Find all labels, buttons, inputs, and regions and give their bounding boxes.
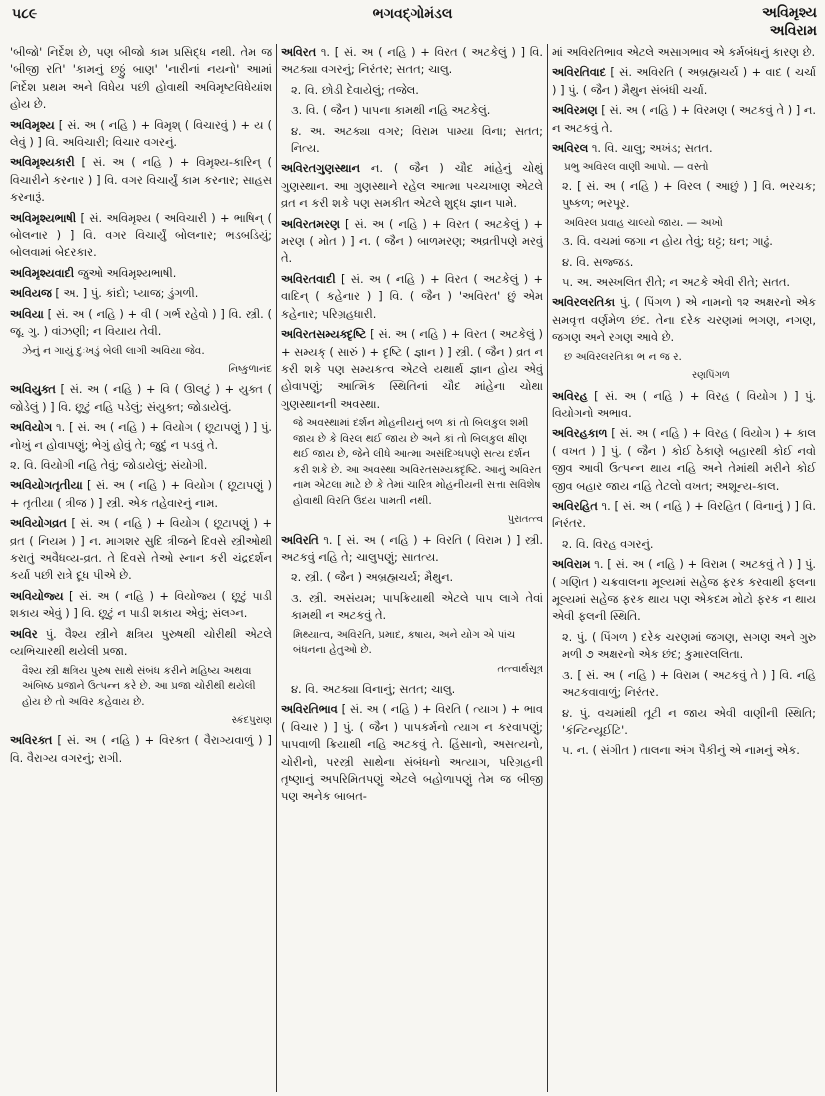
- entry-sense: [281, 123, 543, 158]
- entry-sense: [10, 457, 272, 474]
- quotation: [10, 664, 272, 711]
- page-number: ૫૮૯: [12, 6, 38, 22]
- dictionary-entry: [552, 388, 816, 423]
- dictionary-entry: [10, 626, 272, 661]
- entry-text: જુઓ અવિમૃશ્યભાષી.: [77, 265, 177, 280]
- headword: અવિમૃશ્યવાદી: [10, 265, 75, 280]
- dictionary-entry: [552, 140, 816, 157]
- entry-sense: [552, 233, 816, 250]
- entry-text: પું. વૈશ્ય સ્ત્રીને ક્ષત્રિય પુરુષથી ચોરીથી એટલે વ્યભિચારથી થયેલી પ્રજા.: [10, 626, 272, 659]
- entry-text: ૧. [ સં. અ ( નહિ ) + વિરત ( અટકેલું ) ] વિ. અટક્યા વગરનું; નિરંતર; સતત; ચાલુ.: [281, 45, 543, 77]
- citation-source: [10, 361, 272, 378]
- entry-text: [ સં. અ ( નહિ ) + વિયોગ ( છૂટાપણું ) + તૃતીયા ( ત્રીજ ) ] સ્ત્રી. એક તહેવારનું નામ.: [10, 478, 272, 510]
- headword: અવિરહિત: [552, 499, 598, 514]
- headword: અવિરહકાળ: [552, 426, 608, 441]
- entry-text: [ સં. અ ( નહિ ) + વિરત ( અટકેલું ) + મરણ ( મોત ) ] ન. ( જૈન ) બાળમરણ; અવ્રતીપણે મરવું તે.: [281, 216, 543, 266]
- entry-sense: [281, 102, 543, 119]
- entry-text: નિષ્કુળાનંદ: [228, 364, 272, 375]
- entry-text: ૧. વિ. ચાલુ; અખંડ; સતત.: [591, 141, 713, 156]
- entry-text: ૩. વિ. વચમાં જગા ન હોય તેવું; ઘટ્ટ; ઘન; ગાઢું.: [562, 234, 773, 249]
- entry-text: ૪. વિ. અટક્યા વિનાનું; સતત; ચાલુ.: [291, 681, 456, 696]
- entry-text: માં અવિરતિભાવ એટલે અસાગભાવ એ કર્મબંધનું કારણ છે.: [552, 45, 816, 59]
- dictionary-entry: [281, 326, 543, 413]
- entry-text: છ અવિરલરતિકા ભ ન જ ર.: [564, 350, 682, 363]
- entry-sense: [552, 536, 816, 553]
- headword: અવિયોગતૃતીયા: [10, 478, 83, 493]
- entry-text: સ્કંદપુરાણ: [231, 715, 272, 726]
- entry-text: ૩. વિ. ( જૈન ) પાપના કામથી નહિ અટકેલું.: [291, 103, 491, 118]
- dictionary-entry: [552, 498, 816, 533]
- headword: અવિયા: [10, 306, 44, 321]
- quotation: [552, 350, 816, 366]
- headword: અવિરક્ત: [10, 733, 53, 748]
- headword: અવિર: [10, 626, 38, 641]
- headword: અવિરતગુણસ્થાન: [281, 161, 361, 176]
- dictionary-entry: [281, 271, 543, 323]
- running-title: ભગવદ્ગોમંડલ: [372, 6, 453, 22]
- citation-source: [10, 712, 272, 729]
- dictionary-column-1: [10, 44, 272, 1092]
- entry-text: ઝેનું ન ગાયું દુઃખડું બેલી લાગી અવિયા જેવ.: [22, 344, 205, 357]
- entry-sense: [281, 590, 543, 625]
- headword: અવિરમણ: [552, 103, 598, 118]
- dictionary-entry: [281, 216, 543, 268]
- headword: અવિરલરતિકા: [552, 295, 616, 310]
- dictionary-entry: [552, 556, 816, 626]
- entry-sense: [552, 742, 816, 759]
- headword: અવિયોજ્ય: [10, 588, 64, 603]
- entry-sense: [281, 569, 543, 586]
- citation-source: [281, 511, 543, 528]
- entry-text: ન. ( જૈન ) ચૌદ માંહેનું ચોથું ગુણસ્થાન. આ ગુણસ્થાને રહેલ આત્મા પચ્ચખાણ એટલે વ્રત ન કરી શકે પણ સમકીત એટલે શુદ્ધ જ્ઞાન પામે.: [281, 161, 543, 211]
- entry-text: ૩. સ્ત્રી. અસંયમ; પાપક્રિયાથી એટલે પાપ લાગે તેવાં કામથી ન અટકવું તે.: [291, 590, 543, 623]
- entry-text: ૨. સ્ત્રી. ( જૈન ) અબ્રહ્મચર્ય; મૈથુન.: [291, 570, 454, 585]
- entry-sense: [281, 681, 543, 698]
- entry-text: ૫. ન. ( સંગીત ) તાલના અંગ પૈકીનું એ નામનું એક.: [562, 743, 800, 758]
- entry-text: ૧. [ સં. અ ( નહિ ) + વિરામ ( અટકવું તે ) ] પું. ( ગણિત ) ચક્રવાલના મૂલ્યમાં સહેજ ફરક કરવાથી ફલના મૂલ્યમાં સહેજ ફરક થાય પણ એકદમ મોટો ફરક ન થાય એવી ફલની સ્થિતિ.: [552, 557, 816, 624]
- guide-words: [762, 4, 817, 40]
- dictionary-column-3: [552, 44, 816, 1092]
- quotation: [552, 160, 816, 176]
- entry-sense: [552, 629, 816, 664]
- entry-text: ૧. [ સં. અ ( નહિ ) + વિયોગ ( છૂટાપણું ) ] પું. નોખું ન હોવાપણું; ભેગું હોવું તે; જુદું ન પડવું તે.: [10, 420, 272, 452]
- entry-sense: [552, 274, 816, 291]
- entry-text: ૨. [ સં. અ ( નહિ ) + વિરલ ( આછું ) ] વિ. ભરચક; પુષ્કળ; ભરપૂર.: [562, 178, 816, 211]
- dictionary-entry: [10, 477, 272, 512]
- entry-text: રણપિંગળ: [692, 370, 730, 382]
- headword: અવિરતસમ્યક્દૃષ્ટિ: [281, 327, 367, 342]
- headword: અવિયોગ: [10, 420, 53, 435]
- headword: અવિરતિવાદ: [552, 65, 606, 80]
- dictionary-entry: [10, 285, 272, 302]
- entry-text: ૪. અ. અટક્યા વગર; વિરામ પામ્યા વિના; સતત; નિત્ય.: [291, 123, 543, 156]
- dictionary-entry: [10, 265, 272, 282]
- entry-text: તત્ત્વાર્થસૂત્ર: [497, 663, 543, 675]
- quotation: [281, 628, 543, 659]
- dictionary-entry: [10, 588, 272, 623]
- headword: અવિમૃશ્યભાષી: [10, 210, 77, 225]
- entry-text: [ સં. અ ( નહિ ) + વિમૃશ્ ( વિચારવું ) + ય ( લેવું ) ] વિ. અવિચારી; વિચાર વગરનું.: [10, 117, 272, 150]
- entry-text: [ સં. અવિરતિ ( અબ્રહ્મચર્ય ) + વાદ ( ચર્ચા ) ] પું. ( જૈન ) મૈથુન સંબંધી ચર્ચા.: [552, 65, 816, 97]
- column-divider: [276, 44, 277, 1092]
- column-divider: [547, 44, 548, 1092]
- headword: અવિરતવાદી: [281, 271, 336, 286]
- dictionary-entry: [552, 102, 816, 137]
- dictionary-entry: [281, 532, 543, 567]
- entry-text: [ સં. અ ( નહિ ) + વિરક્ત ( વૈરાગ્યવાળું ) ] વિ. વૈરાગ્ય વગરનું; રાગી.: [10, 733, 272, 765]
- dictionary-entry: [10, 381, 272, 416]
- entry-text: અવિરલ પ્રવાહ ચાલ્યો જાય. — અખો: [564, 216, 723, 229]
- entry-sense: [10, 44, 272, 114]
- dictionary-entry: [281, 44, 543, 79]
- headword: અવિરહ: [552, 388, 588, 403]
- entry-text: મિથ્યાત્વ, અવિરતિ, પ્રમાદ, કષાય, અને યોગ એ પાંચ બંધનના હેતુઓ છે.: [293, 628, 516, 657]
- entry-text: પું. ( પિંગળ ) એ નામનો ૧૨ અક્ષરનો એક સમવૃત્ત વર્ણમેળ છંદ. તેના દરેક ચરણમાં ભગણ, નગણ, જગણ અને રગણ આવે છે.: [552, 295, 816, 345]
- dictionary-entry: [10, 154, 272, 206]
- entry-text: પ્રભુ અવિરલ વાણી આપો. — વસ્તો: [564, 161, 709, 174]
- entry-text: વૈશ્ય સ્ત્રી ક્ષત્રિય પુરુષ સાથે સંબંધ કરીને મહિષ્ય અથવા અંબિષ્ઠ પ્રજાને ઉત્પન્ન કરે છે. આ પ્રજા ચોરીથી થયેલી હોય છે તો અવિર કહેવાય છે.: [22, 664, 256, 708]
- entry-sense: [552, 178, 816, 213]
- entry-text: [ સં. અ ( નહિ ) + વિમૃશ્ય-કારિન્ ( વિચારીને કરનાર ) ] વિ. વગર વિચાર્યું કામ કરનાર; સાહસ કરનારૂં.: [10, 155, 272, 205]
- entry-text: જે અવસ્થામાં દર્શન મોહનીયનું બળ કાં તો બિલકુલ શમી જાય છે કે વિરલ થઈ જાય છે અને કાં તો બિલકુલ ક્ષીણ થઈ જાય છે, જેને લીધે આત્મા અસંદિગ્ધપણે સત્ય દર્શન કરી શકે છે. આ અવસ્થા અવિરતસમ્યક્દૃષ્ટિ. આનું અવિરત નામ એટલા માટે છે કે તેમાં ચારિત્ર મોહનીયની સત્તા સવિશેષ હોવાથી વિરતિ ઉદય પામતી નથી.: [293, 417, 542, 507]
- entry-sense: [552, 667, 816, 702]
- entry-text: [ સં. અ ( નહિ ) + વિરહ ( વિયોગ ) ] પું. વિયોગનો અભાવ.: [552, 388, 816, 420]
- entry-text: [ સં. અ ( નહિ ) + વિરતિ ( ત્યાગ ) + ભાવ ( વિચાર ) ] પું. ( જૈન ) પાપકર્મનો ત્યાગ ન કરવાપણું; પાપવાળી ક્રિયાથી નહિ અટકવું તે. હિંસાનો, અસત્યનો, ચોરીનો, પરસ્ત્રી સાથેના સંબંધનો અત્યાગ, પરિગ્રહની તૃષ્ણાનું અપરિમિતપણું એટલે બહોળાપણું તેમ જ બીજી પણ અનેક બાબત-: [281, 702, 543, 804]
- dictionary-entry: [10, 210, 272, 262]
- guide-word-last: અવિરામ: [769, 23, 817, 39]
- headword: અવિરતમરણ: [281, 216, 340, 231]
- headword: અવિમૃશ્ય: [10, 117, 55, 132]
- entry-text: [ સં. અ ( નહિ ) + વિરમણ ( અટકવું તે ) ] ન. ન અટકવું તે.: [552, 103, 816, 135]
- quotation: [10, 344, 272, 360]
- dictionary-entry: [281, 701, 543, 805]
- entry-text: પુરાતત્ત્વ: [507, 514, 543, 526]
- entry-sense: [552, 254, 816, 271]
- citation-source: [281, 661, 543, 678]
- quotation: [552, 216, 816, 232]
- entry-text: ૧. [ સં. અ ( નહિ ) + વિરતિ ( વિરામ ) ] સ્ત્રી. અટકવું નહિ તે; ચાલુપણું; સાતત્ય.: [281, 532, 543, 564]
- headword: અવિરતિભાવ: [281, 702, 338, 717]
- entry-text: [ સં. અ ( નહિ ) + વિરત ( અટકેલું ) + વાદિન્ ( કહેનાર ) ] વિ. ( જૈન ) 'અવિરત' છું એમ કહેનાર; પરિગ્રહધારી.: [281, 271, 543, 321]
- headword: અવિરતિ: [281, 532, 319, 547]
- entry-text: ૨. પું. ( પિંગળ ) દરેક ચરણમાં જગણ, સગણ અને ગુરુ મળી ૭ અક્ષરનો એક છંદ; કુમારલલિતા.: [562, 629, 816, 662]
- entry-text: [ સં. અ ( નહિ ) + વિ ( ઊલટું ) + યુક્ત ( જોડેલું ) ] વિ. છૂટું નહિ પડેલું; સંયુક્ત; જોડાયેલું.: [10, 382, 272, 414]
- dictionary-entry: [552, 294, 816, 346]
- headword: અવિમૃશ્યકારી: [10, 155, 75, 170]
- entry-text: ૧. [ સં. અ ( નહિ ) + વિરહિત ( વિનાનું ) ] વિ. નિરંતર.: [552, 499, 816, 531]
- entry-sense: [552, 705, 816, 740]
- dictionary-column-2: [281, 44, 543, 1092]
- entry-text: [ સં. અ ( નહિ ) + વિયોજ્ય ( છૂટું પાડી શકાય એવું ) ] વિ. છૂટું ન પાડી શકાય એવું; સંલગ્ન.: [10, 588, 272, 621]
- entry-text: [ અ. ] પું. કાંદો; પ્યાજ; ડુંગળી.: [55, 286, 199, 301]
- entry-text: ૪. પું. વચમાંથી તૂટી ન જાય એવી વાણીની સ્થિતિ; 'કંન્ટિન્યૂઈટિ'.: [562, 705, 816, 737]
- headword: અવિયુક્ત: [10, 382, 56, 397]
- entry-text: ૫. અ. અસ્ખલિત રીતે; ન અટકે એવી રીતે; સતત.: [562, 275, 791, 290]
- entry-text: [ સં. અ ( નહિ ) + વી ( ગર્ભ રહેવો ) ] વિ. સ્ત્રી. ( જૂ. ગુ. ) વાંઝણી; ન વિયાય તેવી.: [10, 306, 272, 339]
- entry-text: ૩. [ સં. અ ( નહિ ) + વિરામ ( અટકવું તે ) ] વિ. નહિ અટકવાવાળું; નિરંતર.: [562, 667, 816, 700]
- entry-text: ૨. વિ. છોડી દેવાયેલું; તજેલ.: [291, 82, 419, 97]
- page-header: [0, 0, 825, 46]
- dictionary-entry: [10, 306, 272, 341]
- entry-text: ૨. વિ. વિરહ વગરનું.: [562, 536, 654, 551]
- entry-sense: [281, 82, 543, 99]
- citation-source: [552, 367, 816, 384]
- headword: અવિરત: [281, 45, 317, 59]
- dictionary-entry: [552, 64, 816, 99]
- entry-text: ૪. વિ. સજ્જડ.: [562, 254, 634, 269]
- headword: અવિરામ: [552, 557, 591, 572]
- entry-text: ૨. વિ. વિયોગી નહિ તેવું; જોડાયેલું; સંયોગી.: [10, 458, 208, 473]
- entry-text: [ સં. અ ( નહિ ) + વિરત ( અટકેલું ) + સમ્યક્ ( સારું ) + દૃષ્ટિ ( જ્ઞાન ) ] સ્ત્રી. ( જૈન ) વ્રત ન કરી શકે પણ સમ્યકત્વ એટલે યથાર્થ જ્ઞાન હોય એવું હોવાપણું; આત્મિક સ્થિતિનાં ચૌદ માંહેના ચોથા ગુણસ્થાનની અવસ્થા.: [281, 327, 543, 411]
- entry-text: [ સં. અ ( નહિ ) + વિયોગ ( છૂટાપણું ) + વ્રત ( નિયમ ) ] ન. માગશર સુદિ ત્રીજને દિવસે સ્ત્રીઓથી કરાતું અવૈધવ્ય-વ્રત. તે દિવસે તેઓ સ્નાન કરી ચંદ્રદર્શન કર્યા પછી રાત્રે દૂધ પીએ છે.: [10, 516, 272, 583]
- dictionary-entry: [10, 515, 272, 585]
- dictionary-entry: [10, 419, 272, 454]
- headword: અવિયજ: [10, 286, 52, 301]
- dictionary-entry: [10, 732, 272, 767]
- entry-text: [ સં. અવિમૃશ્ય ( અવિચારી ) + ભાષિન્ ( બોલનાર ) ] વિ. વગર વિચાર્યું બોલનાર; ભડબડિયું; બોલવામાં બેદરકાર.: [10, 210, 272, 260]
- entry-text: [ સં. અ ( નહિ ) + વિરહ ( વિયોગ ) + કાલ ( વખત ) ] પું. ( જૈન ) કોઈ ઠેકાણે બહારથી કોઈ નવો જીવ આવી ઉત્પન્ન થાય નહિ અને તેમાંથી મરીને કોઈ જીવ બહાર જાય નહિ તેટલો વખત; અશૂન્ય-કાલ.: [552, 426, 816, 493]
- quotation: [281, 416, 543, 509]
- guide-word-first: અવિમૃશ્ય: [762, 5, 817, 21]
- dictionary-entry: [281, 160, 543, 212]
- headword: અવિરલ: [552, 141, 589, 156]
- entry-sense: [552, 44, 816, 61]
- dictionary-entry: [552, 425, 816, 495]
- entry-text: 'બીજો' નિર્દેશ છે, પણ બીજો કામ પ્રસિદ્ધ નથી. તેમ જ 'બીજી રતિ' 'કામનું છઠ્ઠું બાણ' 'નારીનાં નયનો' આમાં નિર્દેશ પ્રથમ અને વિધેય પછી હોવાથી અવિમૃષ્ટવિધેયાંશ હોય છે.: [10, 45, 272, 112]
- dictionary-entry: [10, 117, 272, 152]
- headword: અવિયોગવ્રત: [10, 516, 67, 531]
